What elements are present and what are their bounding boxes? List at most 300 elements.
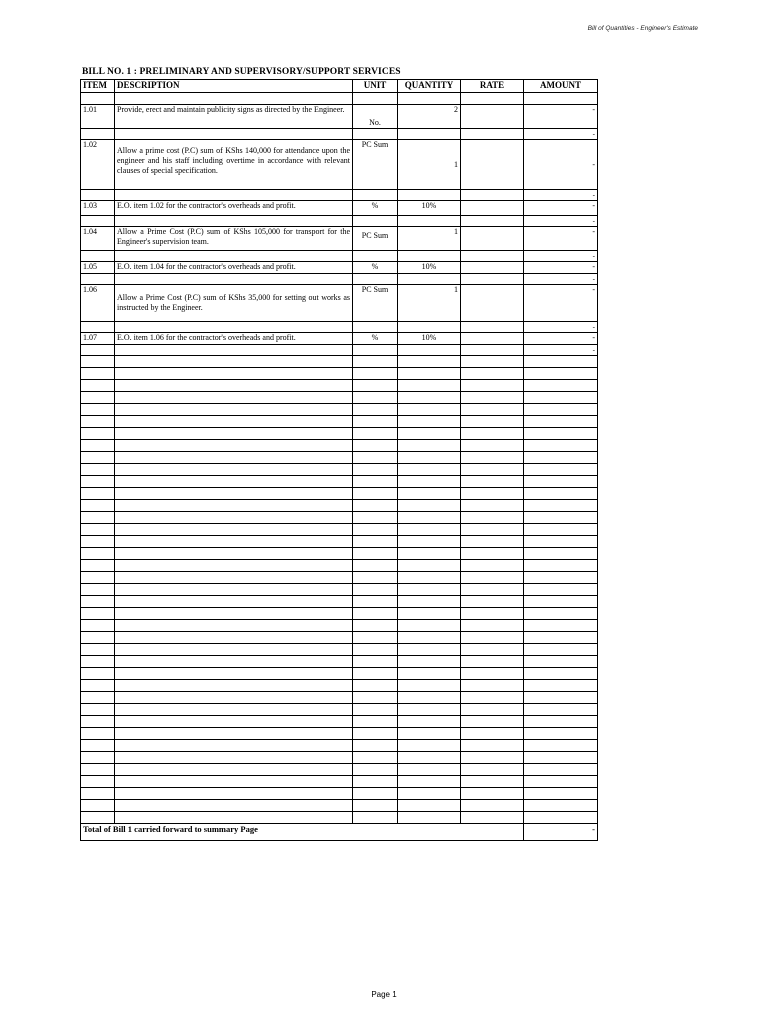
item-number: 1.04 xyxy=(81,227,115,251)
blank-cell xyxy=(524,536,598,548)
blank-cell xyxy=(524,752,598,764)
total-row xyxy=(81,824,598,841)
blank-cell xyxy=(115,584,353,596)
blank-row xyxy=(81,656,598,668)
blank-cell xyxy=(115,800,353,812)
item-quantity: 10% xyxy=(398,333,461,345)
column-header-unit: UNIT xyxy=(353,80,398,93)
blank-cell xyxy=(353,548,398,560)
item-quantity: 10% xyxy=(398,262,461,274)
blank-cell xyxy=(353,680,398,692)
table-row xyxy=(81,274,598,285)
blank-row xyxy=(81,584,598,596)
blank-cell xyxy=(398,404,461,416)
blank-cell xyxy=(524,440,598,452)
item-rate xyxy=(461,105,524,129)
blank-cell xyxy=(81,524,115,536)
blank-cell xyxy=(81,560,115,572)
item-unit: PC Sum xyxy=(353,285,398,322)
item-quantity: 1 xyxy=(398,140,461,190)
blank-cell xyxy=(398,656,461,668)
blank-row xyxy=(81,536,598,548)
blank-cell xyxy=(115,644,353,656)
item-rate xyxy=(461,227,524,251)
blank-cell xyxy=(524,428,598,440)
blank-cell xyxy=(115,512,353,524)
blank-cell xyxy=(398,572,461,584)
blank-cell xyxy=(81,356,115,368)
blank-cell xyxy=(353,452,398,464)
blank-row xyxy=(81,500,598,512)
blank-cell xyxy=(81,380,115,392)
bill-title: BILL NO. 1 : PRELIMINARY AND SUPERVISORY/SUPPORT SERVICES xyxy=(82,67,401,77)
blank-cell xyxy=(353,428,398,440)
blank-row xyxy=(81,428,598,440)
table-row xyxy=(81,345,598,356)
blank-cell xyxy=(524,716,598,728)
blank-cell xyxy=(81,728,115,740)
item-amount: - xyxy=(524,274,598,285)
blank-cell xyxy=(398,500,461,512)
blank-cell xyxy=(524,380,598,392)
blank-cell xyxy=(524,668,598,680)
item-amount: - xyxy=(524,216,598,227)
blank-cell xyxy=(398,440,461,452)
blank-cell xyxy=(81,440,115,452)
blank-cell xyxy=(81,488,115,500)
blank-cell xyxy=(353,788,398,800)
blank-cell xyxy=(115,764,353,776)
item-amount: - xyxy=(524,285,598,322)
item-amount: - xyxy=(524,105,598,129)
blank-row xyxy=(81,752,598,764)
blank-cell xyxy=(524,656,598,668)
blank-cell xyxy=(115,680,353,692)
blank-cell xyxy=(353,728,398,740)
blank-cell xyxy=(353,632,398,644)
blank-cell xyxy=(524,488,598,500)
blank-cell xyxy=(524,356,598,368)
blank-cell xyxy=(81,428,115,440)
blank-cell xyxy=(398,764,461,776)
blank-cell xyxy=(524,704,598,716)
blank-cell xyxy=(461,764,524,776)
blank-cell xyxy=(353,512,398,524)
table-row xyxy=(81,285,598,322)
blank-cell xyxy=(398,776,461,788)
blank-cell xyxy=(461,692,524,704)
blank-cell xyxy=(115,368,353,380)
blank-cell xyxy=(461,416,524,428)
blank-rows xyxy=(81,356,598,824)
blank-cell xyxy=(115,488,353,500)
blank-cell xyxy=(461,620,524,632)
item-quantity: 1 xyxy=(398,285,461,322)
blank-cell xyxy=(81,644,115,656)
item-description: E.O. item 1.06 for the contractor's overheads and profit. xyxy=(115,333,353,345)
blank-cell xyxy=(115,620,353,632)
blank-cell xyxy=(398,560,461,572)
blank-cell xyxy=(524,416,598,428)
blank-cell xyxy=(353,572,398,584)
item-description: E.O. item 1.02 for the contractor's overheads and profit. xyxy=(115,201,353,216)
item-amount: - xyxy=(524,227,598,251)
blank-cell xyxy=(461,368,524,380)
blank-cell xyxy=(461,440,524,452)
blank-cell xyxy=(398,704,461,716)
blank-cell xyxy=(81,740,115,752)
blank-cell xyxy=(115,776,353,788)
blank-cell xyxy=(81,668,115,680)
item-amount: - xyxy=(524,140,598,190)
blank-cell xyxy=(524,620,598,632)
item-unit: PC Sum xyxy=(353,227,398,251)
blank-cell xyxy=(524,560,598,572)
table-header-row xyxy=(81,80,598,93)
spacer-row xyxy=(81,93,598,105)
table-row xyxy=(81,333,598,345)
total-amount: - xyxy=(524,824,598,841)
blank-row xyxy=(81,740,598,752)
blank-cell xyxy=(81,752,115,764)
blank-cell xyxy=(524,728,598,740)
blank-cell xyxy=(115,704,353,716)
blank-cell xyxy=(81,512,115,524)
item-amount: - xyxy=(524,201,598,216)
table-row xyxy=(81,129,598,140)
item-quantity: 10% xyxy=(398,201,461,216)
blank-row xyxy=(81,416,598,428)
blank-cell xyxy=(461,680,524,692)
blank-row xyxy=(81,680,598,692)
blank-cell xyxy=(115,500,353,512)
blank-cell xyxy=(353,692,398,704)
item-number: 1.02 xyxy=(81,140,115,190)
blank-cell xyxy=(81,452,115,464)
blank-row xyxy=(81,632,598,644)
blank-cell xyxy=(115,812,353,824)
blank-cell xyxy=(524,572,598,584)
blank-cell xyxy=(81,608,115,620)
item-number: 1.03 xyxy=(81,201,115,216)
blank-cell xyxy=(353,644,398,656)
blank-cell xyxy=(398,380,461,392)
blank-cell xyxy=(115,536,353,548)
blank-row xyxy=(81,800,598,812)
column-header-item: ITEM xyxy=(81,80,115,93)
blank-cell xyxy=(524,368,598,380)
blank-cell xyxy=(115,668,353,680)
table-row xyxy=(81,262,598,274)
blank-cell xyxy=(524,788,598,800)
item-unit: % xyxy=(353,201,398,216)
blank-row xyxy=(81,464,598,476)
table-row xyxy=(81,105,598,129)
blank-cell xyxy=(353,500,398,512)
blank-cell xyxy=(524,584,598,596)
blank-cell xyxy=(353,584,398,596)
blank-row xyxy=(81,716,598,728)
item-unit: No. xyxy=(353,105,398,129)
table-row xyxy=(81,190,598,201)
item-amount: - xyxy=(524,333,598,345)
item-description: Allow a prime cost (P.C) sum of KShs 140,000 for attendance upon the engineer and his staff including overtime in accordance with relevant clauses of special specification. xyxy=(115,140,353,190)
item-number: 1.01 xyxy=(81,105,115,129)
item-amount: - xyxy=(524,322,598,333)
item-description: Allow a Prime Cost (P.C) sum of KShs 35,000 for setting out works as instructed by the Engineer. xyxy=(115,285,353,322)
blank-row xyxy=(81,572,598,584)
blank-cell xyxy=(81,812,115,824)
blank-cell xyxy=(115,452,353,464)
blank-cell xyxy=(524,512,598,524)
blank-cell xyxy=(115,404,353,416)
item-rate xyxy=(461,333,524,345)
blank-cell xyxy=(524,404,598,416)
blank-cell xyxy=(398,392,461,404)
blank-cell xyxy=(115,572,353,584)
blank-cell xyxy=(81,704,115,716)
item-amount: - xyxy=(524,129,598,140)
blank-row xyxy=(81,512,598,524)
blank-row xyxy=(81,788,598,800)
item-amount: - xyxy=(524,262,598,274)
blank-cell xyxy=(81,680,115,692)
blank-row xyxy=(81,728,598,740)
blank-cell xyxy=(353,620,398,632)
blank-cell xyxy=(398,668,461,680)
blank-cell xyxy=(398,368,461,380)
blank-cell xyxy=(353,524,398,536)
blank-row xyxy=(81,452,598,464)
blank-cell xyxy=(524,500,598,512)
blank-cell xyxy=(461,500,524,512)
blank-cell xyxy=(353,404,398,416)
item-quantity: 2 xyxy=(398,105,461,129)
blank-cell xyxy=(398,452,461,464)
blank-cell xyxy=(398,476,461,488)
blank-cell xyxy=(524,776,598,788)
blank-cell xyxy=(524,740,598,752)
blank-cell xyxy=(81,392,115,404)
blank-cell xyxy=(81,716,115,728)
blank-cell xyxy=(115,392,353,404)
item-unit: % xyxy=(353,333,398,345)
blank-row xyxy=(81,620,598,632)
blank-cell xyxy=(524,764,598,776)
blank-cell xyxy=(115,692,353,704)
blank-cell xyxy=(398,512,461,524)
blank-row xyxy=(81,356,598,368)
item-amount: - xyxy=(524,345,598,356)
blank-cell xyxy=(353,608,398,620)
blank-cell xyxy=(524,812,598,824)
blank-cell xyxy=(81,404,115,416)
blank-row xyxy=(81,596,598,608)
blank-row xyxy=(81,440,598,452)
blank-cell xyxy=(353,488,398,500)
blank-cell xyxy=(353,704,398,716)
blank-cell xyxy=(398,692,461,704)
blank-cell xyxy=(524,476,598,488)
blank-cell xyxy=(115,632,353,644)
blank-cell xyxy=(398,548,461,560)
blank-cell xyxy=(461,716,524,728)
blank-cell xyxy=(398,488,461,500)
blank-cell xyxy=(461,572,524,584)
blank-cell xyxy=(81,764,115,776)
blank-cell xyxy=(461,452,524,464)
column-header-description: DESCRIPTION xyxy=(115,80,353,93)
blank-cell xyxy=(115,788,353,800)
blank-cell xyxy=(353,356,398,368)
blank-cell xyxy=(398,728,461,740)
blank-cell xyxy=(81,368,115,380)
blank-cell xyxy=(81,692,115,704)
blank-cell xyxy=(524,524,598,536)
blank-cell xyxy=(353,392,398,404)
item-unit: % xyxy=(353,262,398,274)
blank-row xyxy=(81,548,598,560)
blank-cell xyxy=(524,392,598,404)
blank-cell xyxy=(461,728,524,740)
blank-cell xyxy=(81,620,115,632)
blank-cell xyxy=(353,752,398,764)
blank-cell xyxy=(461,776,524,788)
blank-cell xyxy=(81,476,115,488)
blank-row xyxy=(81,608,598,620)
item-unit: PC Sum xyxy=(353,140,398,190)
blank-cell xyxy=(461,524,524,536)
blank-cell xyxy=(115,608,353,620)
blank-cell xyxy=(398,800,461,812)
total-label: Total of Bill 1 carried forward to summary Page xyxy=(81,824,524,841)
blank-cell xyxy=(524,644,598,656)
blank-cell xyxy=(353,464,398,476)
blank-cell xyxy=(524,464,598,476)
blank-row xyxy=(81,812,598,824)
blank-cell xyxy=(81,800,115,812)
blank-cell xyxy=(115,548,353,560)
blank-cell xyxy=(461,644,524,656)
item-number: 1.06 xyxy=(81,285,115,322)
table-body xyxy=(81,93,598,356)
blank-row xyxy=(81,404,598,416)
blank-row xyxy=(81,488,598,500)
blank-cell xyxy=(115,356,353,368)
blank-cell xyxy=(524,596,598,608)
blank-cell xyxy=(81,536,115,548)
blank-cell xyxy=(461,596,524,608)
blank-cell xyxy=(461,392,524,404)
blank-row xyxy=(81,524,598,536)
column-header-quantity: QUANTITY xyxy=(398,80,461,93)
blank-cell xyxy=(115,476,353,488)
blank-cell xyxy=(353,560,398,572)
item-number: 1.07 xyxy=(81,333,115,345)
blank-cell xyxy=(398,428,461,440)
blank-cell xyxy=(353,368,398,380)
blank-cell xyxy=(398,464,461,476)
blank-cell xyxy=(398,584,461,596)
item-rate xyxy=(461,285,524,322)
blank-cell xyxy=(524,452,598,464)
blank-cell xyxy=(115,524,353,536)
column-header-rate: RATE xyxy=(461,80,524,93)
blank-cell xyxy=(353,440,398,452)
blank-cell xyxy=(115,656,353,668)
blank-cell xyxy=(461,584,524,596)
blank-cell xyxy=(353,536,398,548)
item-description: Allow a Prime Cost (P.C) sum of KShs 105,000 for transport for the Engineer's supervision team. xyxy=(115,227,353,251)
blank-cell xyxy=(461,656,524,668)
blank-cell xyxy=(461,704,524,716)
blank-row xyxy=(81,560,598,572)
blank-row xyxy=(81,476,598,488)
blank-cell xyxy=(115,596,353,608)
blank-cell xyxy=(461,356,524,368)
blank-cell xyxy=(461,740,524,752)
item-rate xyxy=(461,262,524,274)
blank-cell xyxy=(524,608,598,620)
blank-cell xyxy=(398,740,461,752)
blank-cell xyxy=(398,716,461,728)
document-header-note: Bill of Quantities - Engineer's Estimate xyxy=(587,25,698,32)
blank-cell xyxy=(461,608,524,620)
item-description: E.O. item 1.04 for the contractor's overheads and profit. xyxy=(115,262,353,274)
blank-cell xyxy=(81,596,115,608)
blank-cell xyxy=(81,776,115,788)
blank-cell xyxy=(81,572,115,584)
blank-cell xyxy=(461,512,524,524)
bill-of-quantities-table xyxy=(80,79,598,841)
blank-cell xyxy=(115,728,353,740)
blank-cell xyxy=(524,800,598,812)
blank-cell xyxy=(115,752,353,764)
page-number: Page 1 xyxy=(371,990,397,999)
table-row xyxy=(81,227,598,251)
blank-cell xyxy=(353,740,398,752)
blank-cell xyxy=(115,464,353,476)
blank-cell xyxy=(398,632,461,644)
table-row xyxy=(81,322,598,333)
blank-cell xyxy=(115,716,353,728)
blank-cell xyxy=(461,752,524,764)
blank-cell xyxy=(115,380,353,392)
blank-cell xyxy=(81,548,115,560)
blank-row xyxy=(81,776,598,788)
column-header-amount: AMOUNT xyxy=(524,80,598,93)
blank-cell xyxy=(353,776,398,788)
blank-cell xyxy=(353,668,398,680)
item-description: Provide, erect and maintain publicity signs as directed by the Engineer. xyxy=(115,105,353,129)
blank-cell xyxy=(398,812,461,824)
blank-cell xyxy=(461,488,524,500)
blank-cell xyxy=(398,416,461,428)
blank-cell xyxy=(461,812,524,824)
blank-cell xyxy=(115,740,353,752)
table-row xyxy=(81,251,598,262)
blank-cell xyxy=(461,380,524,392)
blank-cell xyxy=(115,428,353,440)
table-row xyxy=(81,201,598,216)
blank-cell xyxy=(461,668,524,680)
blank-cell xyxy=(398,752,461,764)
blank-cell xyxy=(353,380,398,392)
blank-cell xyxy=(353,596,398,608)
blank-cell xyxy=(398,788,461,800)
blank-cell xyxy=(81,500,115,512)
blank-cell xyxy=(115,416,353,428)
